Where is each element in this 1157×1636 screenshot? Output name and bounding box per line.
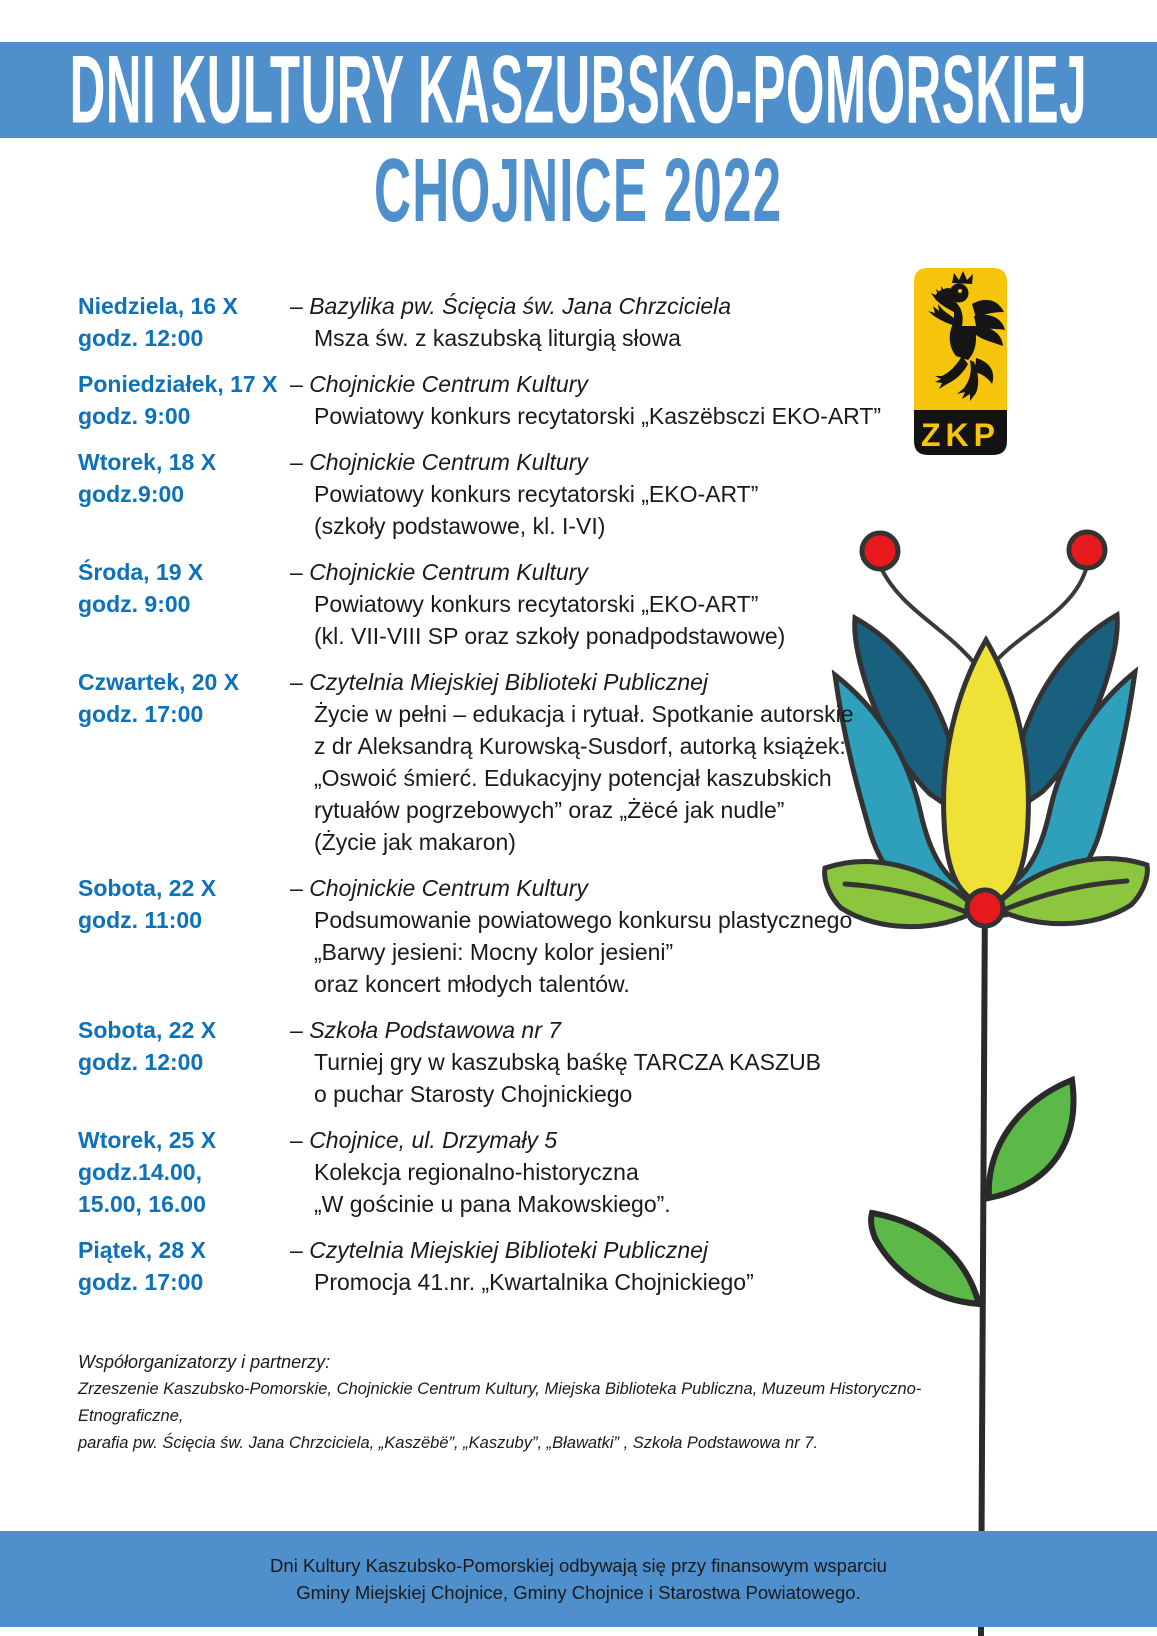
event-date: Niedziela, 16 X	[78, 293, 238, 319]
dash-separator: –	[290, 371, 303, 397]
event-description	[290, 666, 888, 858]
event-detail: z dr Aleksandrą Kurowską-Susdorf, autorką książek:	[314, 733, 846, 759]
event-detail: „Oswoić śmierć. Edukacyjny potencjał kaszubskich	[314, 765, 832, 791]
event-detail: Turniej gry w kaszubską baśkę TARCZA KASZUB	[314, 1049, 822, 1075]
event-venue: Chojnickie Centrum Kultury	[309, 371, 588, 397]
event-when	[78, 446, 290, 542]
event-date: Czwartek, 20 X	[78, 669, 240, 695]
event-detail: Podsumowanie powiatowego konkursu plastycznego	[314, 907, 853, 933]
event-detail: o puchar Starosty Chojnickiego	[314, 1081, 633, 1107]
footer-lines	[270, 1552, 887, 1606]
event-venue-line	[290, 666, 888, 698]
event-when	[78, 368, 290, 432]
event-venue: Chojnickie Centrum Kultury	[309, 449, 588, 475]
event-venue: Czytelnia Miejskiej Biblioteki Publicznej	[309, 1237, 709, 1263]
event-when	[78, 290, 290, 354]
event-time: godz. 9:00	[78, 591, 191, 617]
event-time: 15.00, 16.00	[78, 1191, 206, 1217]
title-band	[0, 35, 1157, 144]
event-time: godz. 17:00	[78, 1269, 204, 1295]
event-detail: (Życie jak makaron)	[314, 829, 516, 855]
event-venue-line	[290, 446, 888, 478]
event-venue: Chojnickie Centrum Kultury	[309, 559, 588, 585]
event-detail: (szkoły podstawowe, kl. I-VI)	[314, 513, 606, 539]
dash-separator: –	[290, 1237, 303, 1263]
dash-separator: –	[290, 1017, 303, 1043]
partners-line: Zrzeszenie Kaszubsko-Pomorskie, Chojnickie Centrum Kultury, Miejska Biblioteka Publiczna, Muzeum Historyczno-Etnograficzne,	[78, 1380, 922, 1425]
event-description	[290, 290, 888, 354]
partners-heading: Współorganizatorzy i partnerzy:	[78, 1352, 331, 1372]
flower-stem	[981, 890, 985, 1636]
event-venue-line	[290, 1234, 888, 1266]
event-row	[78, 1234, 888, 1298]
event-when	[78, 1014, 290, 1110]
event-date: Sobota, 22 X	[78, 1017, 217, 1043]
subtitle-wrap	[0, 141, 1157, 241]
event-time: godz. 17:00	[78, 701, 204, 727]
event-venue-line	[290, 872, 888, 904]
event-time: godz. 9:00	[78, 403, 191, 429]
event-row	[78, 666, 888, 858]
schedule	[78, 290, 888, 1312]
event-date: Środa, 19 X	[78, 559, 204, 585]
event-row	[78, 1124, 888, 1220]
event-venue-line	[290, 556, 888, 588]
event-time: godz. 11:00	[78, 907, 202, 933]
event-detail: Promocja 41.nr. „Kwartalnika Chojnickiego”	[314, 1269, 754, 1295]
event-detail: Kolekcja regionalno-historyczna	[314, 1159, 639, 1185]
event-date: Sobota, 22 X	[78, 875, 217, 901]
event-date: Poniedziałek, 17 X	[78, 371, 278, 397]
event-description	[290, 1234, 888, 1298]
zkp-logo	[913, 268, 1008, 455]
event-row	[78, 368, 888, 432]
event-description	[290, 1014, 888, 1110]
event-detail: oraz koncert młodych talentów.	[314, 971, 630, 997]
event-description	[290, 446, 888, 542]
zkp-logo-text: ZKP	[921, 417, 1000, 453]
event-venue-line	[290, 1124, 888, 1156]
event-row	[78, 1014, 888, 1110]
event-when	[78, 872, 290, 1000]
petal-yellow-center	[944, 640, 1029, 904]
event-description	[290, 556, 888, 652]
partners-line: parafia pw. Ścięcia św. Jana Chrzciciela, „Kaszëbë”, „Kaszuby”, „Bławatki” , Szkoła Podstawowa nr 7.	[78, 1434, 819, 1452]
event-time: godz. 12:00	[78, 1049, 204, 1075]
event-venue: Bazylika pw. Ścięcia św. Jana Chrzciciela	[309, 293, 732, 319]
event-row	[78, 556, 888, 652]
dash-separator: –	[290, 559, 303, 585]
event-description	[290, 368, 888, 432]
event-venue-line	[290, 290, 888, 322]
event-when	[78, 1234, 290, 1298]
dash-separator: –	[290, 449, 303, 475]
event-time: godz.9:00	[78, 481, 185, 507]
event-venue: Chojnickie Centrum Kultury	[309, 875, 588, 901]
event-detail: Życie w pełni – edukacja i rytuał. Spotkanie autorskie	[314, 701, 854, 727]
event-venue: Chojnice, ul. Drzymały 5	[309, 1127, 558, 1153]
event-venue: Szkoła Podstawowa nr 7	[309, 1017, 562, 1043]
dash-separator: –	[290, 875, 303, 901]
footer-line: Gminy Miejskiej Chojnice, Gminy Chojnice i Starostwa Powiatowego.	[296, 1582, 861, 1603]
event-date: Wtorek, 18 X	[78, 449, 217, 475]
event-venue-line	[290, 1014, 888, 1046]
event-detail: „W gościnie u pana Makowskiego”.	[314, 1191, 671, 1217]
event-row	[78, 290, 888, 354]
dash-separator: –	[290, 669, 303, 695]
event-description	[290, 1124, 888, 1220]
partners-section	[78, 1348, 938, 1457]
event-time: godz.14.00,	[78, 1159, 202, 1185]
event-date: Piątek, 28 X	[78, 1237, 206, 1263]
event-venue: Czytelnia Miejskiej Biblioteki Publicznej	[309, 669, 709, 695]
poster-subtitle: CHOJNICE 2022	[374, 141, 783, 241]
event-when	[78, 1124, 290, 1220]
event-date: Wtorek, 25 X	[78, 1127, 217, 1153]
event-detail: rytuałów pogrzebowych” oraz „Żëcé jak nudle”	[314, 797, 785, 823]
event-detail: (kl. VII-VIII SP oraz szkoły ponadpodstawowe)	[314, 623, 786, 649]
event-description	[290, 872, 888, 1000]
event-detail: Powiatowy konkurs recytatorski „EKO-ART”	[314, 481, 759, 507]
event-detail: Powiatowy konkurs recytatorski „EKO-ART”	[314, 591, 759, 617]
dash-separator: –	[290, 1127, 303, 1153]
event-detail: Msza św. z kaszubską liturgią słowa	[314, 325, 681, 351]
poster-title: DNI KULTURY KASZUBSKO-POMORSKIEJ	[69, 35, 1088, 144]
event-when	[78, 556, 290, 652]
flower-center-ball	[967, 890, 1003, 926]
event-detail: Powiatowy konkurs recytatorski „Kaszëbsczi EKO-ART”	[314, 403, 882, 429]
griffin-eye	[958, 289, 962, 293]
footer-line: Dni Kultury Kaszubsko-Pomorskiej odbywają się przy finansowym wsparciu	[270, 1555, 887, 1576]
event-venue-line	[290, 368, 888, 400]
event-detail: „Barwy jesieni: Mocny kolor jesieni”	[314, 939, 674, 965]
event-time: godz. 12:00	[78, 325, 204, 351]
stem-leaf-right	[989, 1080, 1074, 1198]
event-row	[78, 446, 888, 542]
event-row	[78, 872, 888, 1000]
berry-right	[1069, 532, 1105, 568]
dash-separator: –	[290, 293, 303, 319]
event-when	[78, 666, 290, 858]
partners-lines	[78, 1376, 938, 1457]
footer-band	[0, 1531, 1157, 1627]
